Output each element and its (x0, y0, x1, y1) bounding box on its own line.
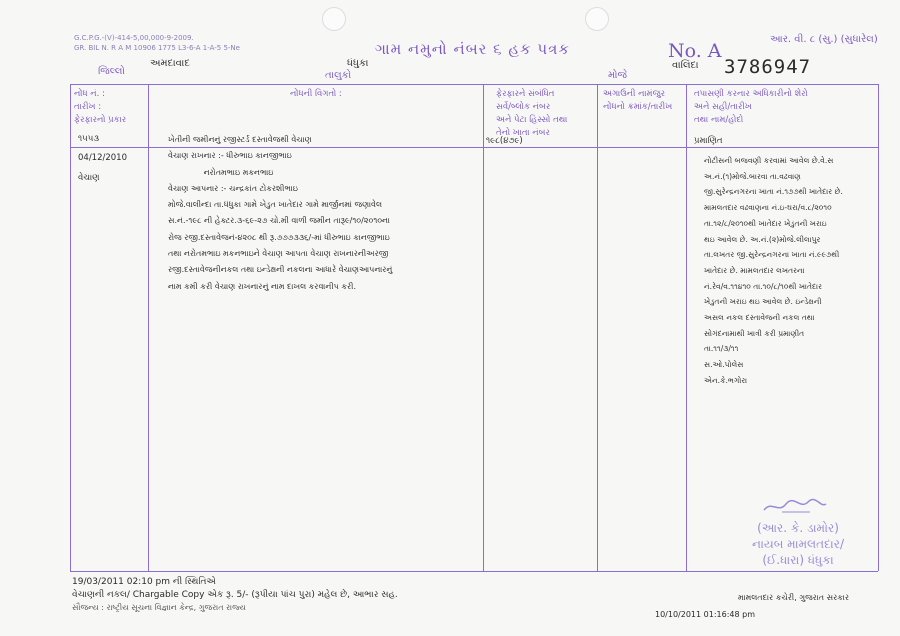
col-divider-1 (148, 84, 149, 571)
survey-number: ૧૯૮(૪૭૯) (486, 136, 523, 146)
table-bottom-border (70, 571, 878, 572)
remark-line: નં.રેવ/વ.૧૧૪૧૦ તા.૧૦/૮/૧૦થી ખાતેદાર (704, 281, 823, 291)
remark-line: નોટીસની બજવણી કરવામાં આવેલ છે.વે.સ (704, 156, 834, 165)
table-right-border (878, 84, 879, 571)
entry-details (168, 132, 480, 295)
stamp-office: (ઈ.ધારા) ધંધુકા (762, 553, 834, 567)
col-divider-4 (686, 84, 687, 571)
remark-line: સ.ઓ.પોલેસ (704, 360, 744, 370)
form-ref-code: આર. વી. ૮ (સુ.) (સુધારેલ) (770, 34, 878, 45)
inspector-remarks (704, 153, 876, 389)
col-divider-2 (483, 84, 484, 571)
entry-number: ૧૫૫૩ (78, 134, 99, 144)
source-line: સૌજન્ય : રાષ્ટ્રીય સૂચના વિજ્ઞાન કેન્દ્ર, ગુજરાત રાજ્ય (72, 603, 246, 612)
details-line: ખેતીની જમીનનું રજીસ્ટર્ડ દસ્તાવેજથી વેચાણ (168, 135, 312, 144)
village-value: વાલિંદા (672, 60, 699, 71)
details-line: મોજે.વાલીન્દા તા.ધંધુકા ગામે ખેડુત ખાતેદાર ગામે માર્જીનમાં જણાવેલ (168, 200, 383, 210)
details-line: નામ કમી કરી વેચાણ રાખનારનું નામ દાખલ કરવાનીપ કરી. (168, 281, 356, 291)
press-line-2: GR. BIL N. R A M 10906 1775 L3-6-A 1-A-5 5-Ne (74, 44, 240, 52)
remark-line: જી.સુરેન્દ્રનગરના ખાતા નં.૧૭૭થી ખાતેદાર છે. (704, 187, 843, 197)
serial-number: 3786947 (724, 56, 812, 78)
office-name: મામલતદાર કચેરી, ગુજરાત સરકાર (738, 593, 849, 602)
details-line: સ.નં.-૧૯૮ ની હેક્ટર.૩-૬૯-૨૭ ચો.મી વાળી જમીન તારૂ૯/૧૦/૨૦૧૦ના (168, 216, 390, 226)
stamp-name: (આર. કે. ડામોર) (757, 521, 839, 535)
details-line: રોજ રજી.દસ્તાવેજનં-૪૨૦૮ થી રૂ.૭૭૭૩૩૬/-માં ધીરુભાઇ કાનજીભાઇ (168, 232, 390, 242)
taluka-label: તાલુકો (325, 70, 352, 81)
details-line: વેચાણ રાખનાર :- ધીરુભાઇ કાનજીભાઇ (168, 151, 292, 161)
district-value: અમદાવાદ (150, 58, 190, 69)
press-line-1: G.C.P.G.-(V)-414-5,00,000-9-2009. (74, 34, 194, 42)
status-line: 19/03/2011 02:10 pm ની સ્થિતિએ (72, 577, 216, 587)
entry-type: વેચાણ (78, 173, 100, 183)
details-line: તથા નરોતમભાઇ મકનભાઇને વેચાણ આપતા વેચાણ રાખનારનીઅરજી (168, 249, 389, 259)
remark-line: અ.નં.(૧)મોજે.બારવા તા.વઢવાણ (704, 171, 801, 181)
remark-line: તા.૧૨/૮/૨૦૧૦થી ખાતેદાર ખેડુતની ખરાઇ (704, 218, 827, 228)
col-divider-3 (597, 84, 598, 571)
stamp-designation: નાયબ મામલતદાર/ (752, 537, 844, 551)
details-line: રજી.દસ્તાવેજનીનકલ તથા ઇન્ડેક્ષની નકલના આધારે વેચાણઆપનારનું (168, 265, 393, 275)
header-survey-no: ફેરફારને સંબંધિત સર્વે/બ્લોક નંબર અને પેટા હિસ્સો તથા તેનો ખાતા નંબર (496, 89, 568, 138)
form-number: No. A (668, 40, 722, 62)
table-left-border (70, 84, 71, 571)
table-top-border (70, 84, 878, 85)
punch-hole (585, 7, 609, 31)
details-line: નરોતમભાઇ મકનભાઇ (168, 167, 274, 177)
village-label: મોજે (608, 70, 628, 81)
header-entry-no: નોંધ નં. : તારીખ : ફેરફારનો પ્રકાર (74, 89, 127, 125)
punch-hole (322, 7, 346, 31)
remark-line: સોગંદનામાથી ખાત્રી કરી પ્રમાણીત (704, 328, 805, 338)
remark-line: તા.૧૧/૩/૧૧ (704, 344, 739, 354)
taluka-value: ધંધુકા (347, 58, 369, 69)
form-title: ગામ નમુનો નંબર ૬ હક પત્રક (375, 40, 570, 58)
remark-line: ખેડુતની ખરાઇ થઇ આવેલ છે. ઇન્ડેક્ષની (704, 297, 822, 307)
header-inspector: તપાસણી કરનાર અધિકારીનો શેરો અને સહી/તારીખ તથા નામ/હોદો (694, 89, 808, 125)
entry-date: 04/12/2010 (78, 153, 127, 163)
remark-line: અસલ નકલ દસ્તાવેજની નકલ તથા (704, 313, 815, 323)
remark-line: મામલતદાર વઢવાણના નં.ઇ-ઘરા/વ.૮/૨૦૧૦ (704, 203, 832, 213)
copy-charge-line: વેચાણની નકલ/ Chargable Copy એક રૂ. 5/- (રૂપીયા પાંચ પુરા) મહેલ છે, આભાર સહ. (72, 590, 398, 600)
header-details: નોંધની વિગતો : (290, 89, 342, 99)
district-label: જિલ્લો (98, 66, 125, 77)
remark-line: તા.લખતર જી.સુરેન્દ્રનગરના ખાતા નં.૯૯૭થી (704, 250, 840, 260)
details-line: વેચાણ આપનાર :- ચન્દ્રકાંત ટોકરશીભાઇ (168, 183, 298, 193)
pramanit-label: પ્રમાણિત (694, 136, 723, 146)
remark-line: થઇ આવેલ છે. અ.નં.(૨)મોજે.લીલાપુર (704, 234, 821, 244)
remark-line: ખાતેદાર છે. મામલતદાર લખતરના (704, 265, 805, 275)
officer-stamp (728, 520, 868, 568)
print-timestamp: 10/10/2011 01:16:48 pm (655, 610, 755, 619)
header-prev-entry: અગાઉની નામંજુર નોંધનો ક્રમાંક/તારીખ (603, 89, 673, 112)
remark-line: એન.કે.ભગોરા (704, 375, 748, 385)
signature (760, 496, 830, 516)
